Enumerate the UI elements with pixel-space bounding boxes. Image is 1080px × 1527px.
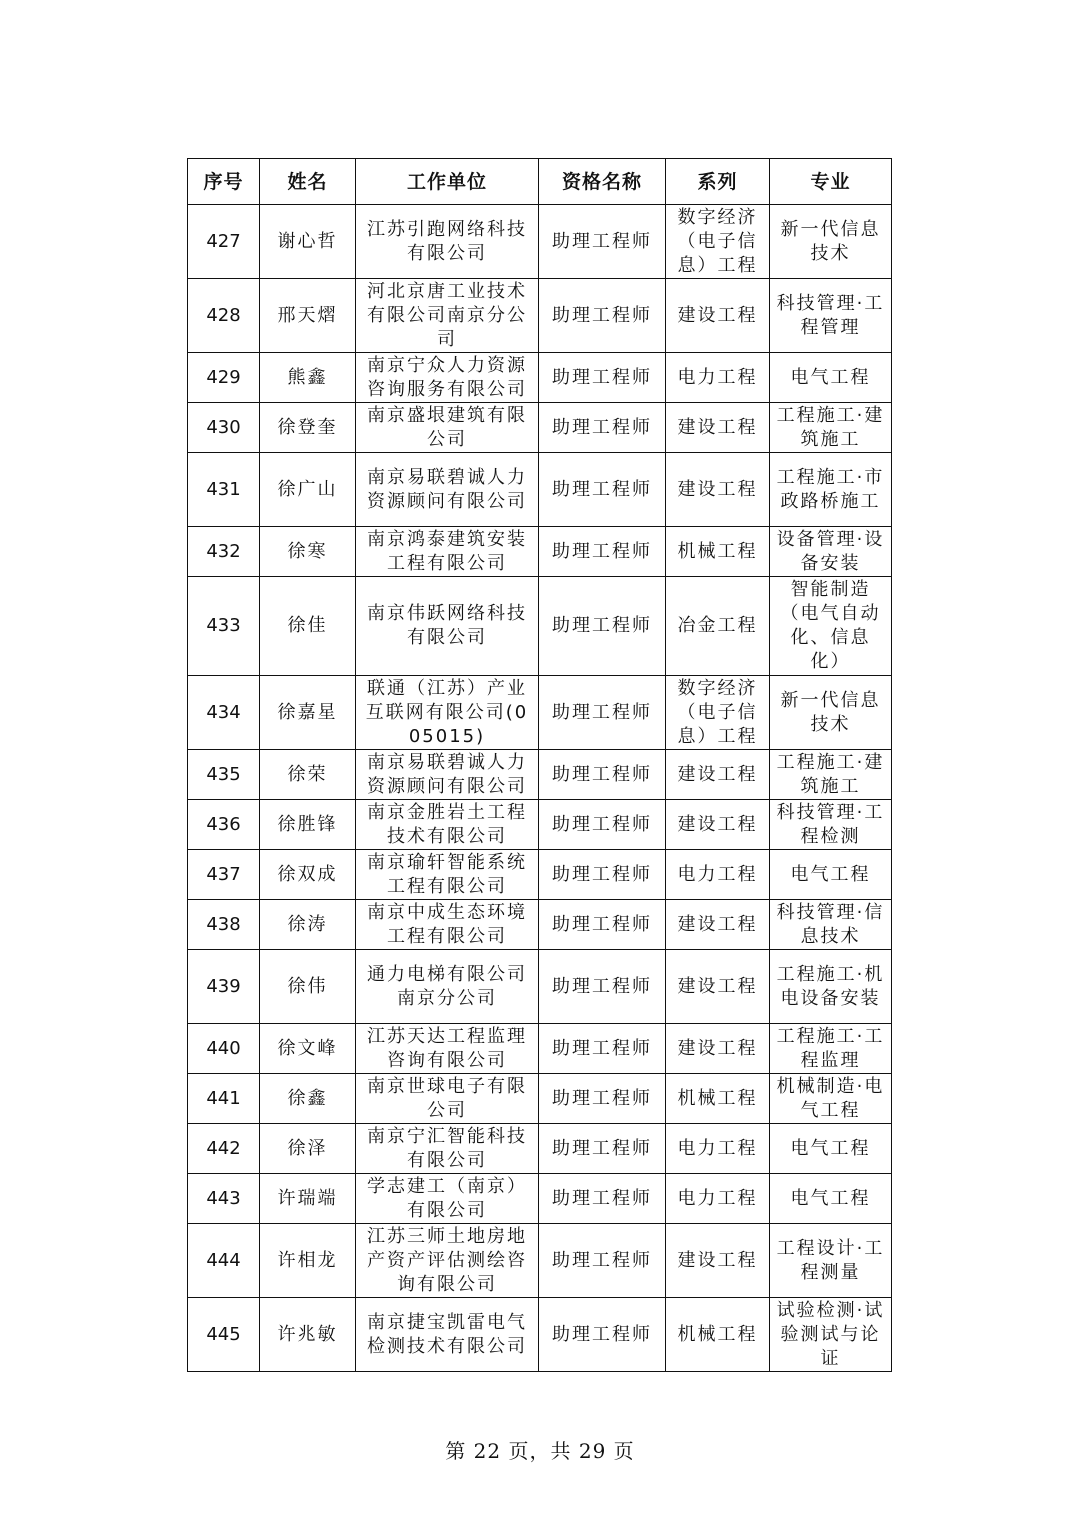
cell-specialty: 工程施工·建筑施工 — [770, 750, 892, 800]
cell-qualification: 助理工程师 — [539, 577, 666, 676]
cell-qualification: 助理工程师 — [539, 1124, 666, 1174]
cell-qualification: 助理工程师 — [539, 453, 666, 527]
cell-series: 电力工程 — [666, 1174, 770, 1224]
table-row — [188, 1224, 892, 1298]
header-row — [188, 159, 892, 205]
header-specialty: 专业 — [770, 159, 892, 205]
cell-series: 建设工程 — [666, 279, 770, 353]
cell-employer: 江苏引跑网络科技有限公司 — [356, 205, 539, 279]
cell-qualification: 助理工程师 — [539, 1224, 666, 1298]
cell-series: 冶金工程 — [666, 577, 770, 676]
table-row — [188, 353, 892, 403]
cell-seq: 442 — [188, 1124, 260, 1174]
cell-specialty: 科技管理·工程管理 — [770, 279, 892, 353]
cell-qualification: 助理工程师 — [539, 403, 666, 453]
cell-seq: 444 — [188, 1224, 260, 1298]
table-body — [188, 205, 892, 1372]
cell-employer: 联通（江苏）产业互联网有限公司(005015) — [356, 676, 539, 750]
header-name: 姓名 — [260, 159, 356, 205]
cell-specialty: 试验检测·试验测试与论证 — [770, 1298, 892, 1372]
cell-series: 建设工程 — [666, 900, 770, 950]
table-row — [188, 750, 892, 800]
cell-seq: 439 — [188, 950, 260, 1024]
cell-qualification: 助理工程师 — [539, 750, 666, 800]
table-row — [188, 279, 892, 353]
cell-name: 邢天熠 — [260, 279, 356, 353]
cell-series: 数字经济（电子信息）工程 — [666, 205, 770, 279]
cell-seq: 433 — [188, 577, 260, 676]
table-row — [188, 1024, 892, 1074]
cell-specialty: 工程设计·工程测量 — [770, 1224, 892, 1298]
cell-seq: 443 — [188, 1174, 260, 1224]
cell-seq: 435 — [188, 750, 260, 800]
cell-series: 建设工程 — [666, 750, 770, 800]
cell-employer: 通力电梯有限公司南京分公司 — [356, 950, 539, 1024]
cell-employer: 南京瑜轩智能系统工程有限公司 — [356, 850, 539, 900]
cell-employer: 南京捷宝凯雷电气检测技术有限公司 — [356, 1298, 539, 1372]
cell-employer: 南京易联碧诚人力资源顾问有限公司 — [356, 750, 539, 800]
cell-name: 徐嘉星 — [260, 676, 356, 750]
cell-name: 徐双成 — [260, 850, 356, 900]
cell-specialty: 电气工程 — [770, 353, 892, 403]
cell-name: 熊鑫 — [260, 353, 356, 403]
cell-name: 许相龙 — [260, 1224, 356, 1298]
cell-series: 建设工程 — [666, 1024, 770, 1074]
header-series: 系列 — [666, 159, 770, 205]
cell-qualification: 助理工程师 — [539, 1298, 666, 1372]
cell-qualification: 助理工程师 — [539, 279, 666, 353]
cell-name: 徐泽 — [260, 1124, 356, 1174]
cell-employer: 江苏天达工程监理咨询有限公司 — [356, 1024, 539, 1074]
cell-employer: 南京伟跃网络科技有限公司 — [356, 577, 539, 676]
cell-qualification: 助理工程师 — [539, 950, 666, 1024]
cell-seq: 429 — [188, 353, 260, 403]
cell-employer: 河北京唐工业技术有限公司南京分公司 — [356, 279, 539, 353]
cell-employer: 南京易联碧诚人力资源顾问有限公司 — [356, 453, 539, 527]
cell-seq: 432 — [188, 527, 260, 577]
cell-name: 徐文峰 — [260, 1024, 356, 1074]
table-row — [188, 850, 892, 900]
cell-seq: 436 — [188, 800, 260, 850]
cell-qualification: 助理工程师 — [539, 1074, 666, 1124]
cell-series: 建设工程 — [666, 403, 770, 453]
cell-employer: 南京鸿泰建筑安装工程有限公司 — [356, 527, 539, 577]
cell-series: 机械工程 — [666, 527, 770, 577]
cell-name: 徐涛 — [260, 900, 356, 950]
table-row — [188, 676, 892, 750]
cell-specialty: 设备管理·设备安装 — [770, 527, 892, 577]
cell-seq: 437 — [188, 850, 260, 900]
cell-series: 数字经济（电子信息）工程 — [666, 676, 770, 750]
qualification-table — [187, 158, 892, 1372]
table-row — [188, 1298, 892, 1372]
cell-name: 徐广山 — [260, 453, 356, 527]
cell-specialty: 电气工程 — [770, 850, 892, 900]
cell-employer: 南京宁众人力资源咨询服务有限公司 — [356, 353, 539, 403]
cell-employer: 南京宁汇智能科技有限公司 — [356, 1124, 539, 1174]
cell-specialty: 工程施工·建筑施工 — [770, 403, 892, 453]
cell-series: 电力工程 — [666, 353, 770, 403]
cell-series: 建设工程 — [666, 453, 770, 527]
cell-qualification: 助理工程师 — [539, 1174, 666, 1224]
cell-series: 建设工程 — [666, 950, 770, 1024]
cell-series: 建设工程 — [666, 1224, 770, 1298]
cell-employer: 南京世球电子有限公司 — [356, 1074, 539, 1124]
header-seq: 序号 — [188, 159, 260, 205]
cell-name: 谢心哲 — [260, 205, 356, 279]
table-row — [188, 577, 892, 676]
header-employer: 工作单位 — [356, 159, 539, 205]
cell-name: 徐佳 — [260, 577, 356, 676]
cell-employer: 江苏三师土地房地产资产评估测绘咨询有限公司 — [356, 1224, 539, 1298]
table-row — [188, 453, 892, 527]
cell-qualification: 助理工程师 — [539, 850, 666, 900]
cell-name: 徐伟 — [260, 950, 356, 1024]
cell-specialty: 工程施工·工程监理 — [770, 1024, 892, 1074]
table-row — [188, 800, 892, 850]
cell-name: 徐登奎 — [260, 403, 356, 453]
cell-series: 建设工程 — [666, 800, 770, 850]
cell-employer: 学志建工（南京）有限公司 — [356, 1174, 539, 1224]
cell-specialty: 新一代信息技术 — [770, 676, 892, 750]
cell-seq: 427 — [188, 205, 260, 279]
header-qualification: 资格名称 — [539, 159, 666, 205]
table-row — [188, 403, 892, 453]
cell-qualification: 助理工程师 — [539, 205, 666, 279]
cell-series: 电力工程 — [666, 1124, 770, 1174]
cell-series: 机械工程 — [666, 1074, 770, 1124]
cell-seq: 431 — [188, 453, 260, 527]
cell-specialty: 工程施工·机电设备安装 — [770, 950, 892, 1024]
table-row — [188, 205, 892, 279]
cell-seq: 441 — [188, 1074, 260, 1124]
table-row — [188, 527, 892, 577]
page-number-footer: 第 22 页，共 29 页 — [445, 1439, 635, 1463]
cell-qualification: 助理工程师 — [539, 900, 666, 950]
cell-name: 许瑞端 — [260, 1174, 356, 1224]
cell-employer: 南京中成生态环境工程有限公司 — [356, 900, 539, 950]
cell-seq: 438 — [188, 900, 260, 950]
cell-name: 徐寒 — [260, 527, 356, 577]
cell-specialty: 科技管理·信息技术 — [770, 900, 892, 950]
cell-employer: 南京盛垠建筑有限公司 — [356, 403, 539, 453]
cell-qualification: 助理工程师 — [539, 800, 666, 850]
cell-name: 许兆敏 — [260, 1298, 356, 1372]
cell-specialty: 新一代信息技术 — [770, 205, 892, 279]
table-row — [188, 950, 892, 1024]
cell-employer: 南京金胜岩土工程技术有限公司 — [356, 800, 539, 850]
cell-specialty: 电气工程 — [770, 1174, 892, 1224]
cell-name: 徐胜锋 — [260, 800, 356, 850]
cell-specialty: 智能制造（电气自动化、信息化） — [770, 577, 892, 676]
cell-seq: 434 — [188, 676, 260, 750]
cell-qualification: 助理工程师 — [539, 353, 666, 403]
cell-name: 徐荣 — [260, 750, 356, 800]
cell-seq: 445 — [188, 1298, 260, 1372]
cell-seq: 440 — [188, 1024, 260, 1074]
cell-qualification: 助理工程师 — [539, 676, 666, 750]
table-row — [188, 1124, 892, 1174]
cell-name: 徐鑫 — [260, 1074, 356, 1124]
table-row — [188, 1174, 892, 1224]
cell-series: 机械工程 — [666, 1298, 770, 1372]
cell-series: 电力工程 — [666, 850, 770, 900]
cell-seq: 428 — [188, 279, 260, 353]
cell-qualification: 助理工程师 — [539, 527, 666, 577]
cell-specialty: 科技管理·工程检测 — [770, 800, 892, 850]
table-row — [188, 900, 892, 950]
cell-specialty: 机械制造·电气工程 — [770, 1074, 892, 1124]
cell-qualification: 助理工程师 — [539, 1024, 666, 1074]
table-header — [188, 159, 892, 205]
cell-seq: 430 — [188, 403, 260, 453]
cell-specialty: 电气工程 — [770, 1124, 892, 1174]
table-row — [188, 1074, 892, 1124]
cell-specialty: 工程施工·市政路桥施工 — [770, 453, 892, 527]
